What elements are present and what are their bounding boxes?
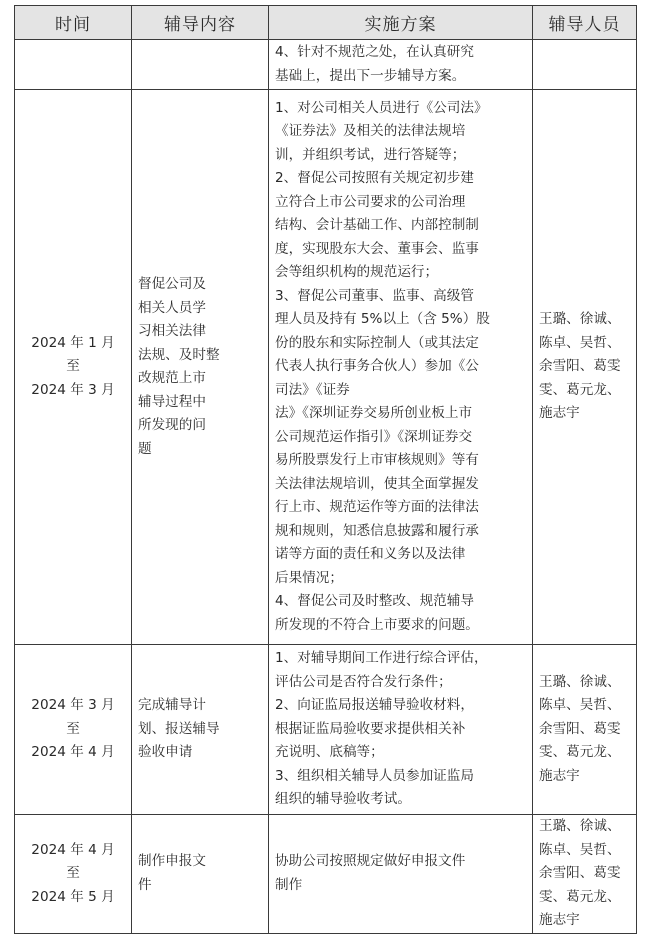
staff-line: 雯、葛元龙、 [539, 381, 621, 398]
plan-line: 规和规则，知悉信息披露和履行承 [275, 522, 479, 539]
staff-cell [533, 40, 637, 90]
staff-cell [533, 90, 637, 645]
content-line: 所发现的问 [138, 417, 206, 433]
content-line: 相关人员学 [138, 299, 206, 316]
plan-cell [269, 90, 533, 645]
plan-text [269, 97, 532, 638]
staff-line: 余雪阳、葛雯 [539, 358, 621, 375]
plan-line: 协助公司按照规定做好申报文件 [275, 853, 466, 870]
plan-line: 3、组织相关辅导人员参加证监局 [275, 767, 474, 784]
plan-line: 4、针对不规范之处，在认真研究 [275, 44, 474, 60]
staff-line: 施志宇 [539, 912, 580, 928]
content-line: 完成辅导计 [138, 697, 206, 714]
time-cell [15, 90, 132, 645]
content-line: 题 [138, 440, 152, 457]
content-line: 督促公司及 [138, 276, 206, 292]
time-to: 至 [66, 720, 80, 737]
plan-cell [269, 645, 533, 815]
plan-line: 法》《深圳证券交易所创业板上市 [275, 405, 473, 422]
table-row [15, 815, 637, 934]
plan-line: 度，实现股东大会、董事会、监事 [275, 240, 479, 257]
staff-line: 王璐、徐诚、 [539, 673, 621, 690]
plan-line: 训，并组织考试，进行答疑等； [275, 146, 466, 163]
plan-line: 关法律法规培训，使其全面掌握发 [275, 475, 479, 492]
content-line: 改规范上市 [138, 370, 206, 386]
plan-line: 代表人执行事务合伙人）参加《公 [275, 358, 479, 375]
staff-cell [533, 815, 637, 934]
time-end: 2024 年 4 月 [31, 744, 115, 761]
header-row [15, 6, 637, 40]
content-line: 习相关法律 [138, 323, 206, 339]
content-cell [132, 645, 269, 815]
staff-line: 余雪阳、葛雯 [539, 720, 621, 737]
staff-line: 王璐、徐诚、 [539, 818, 621, 834]
plan-line: 制作 [275, 876, 303, 893]
plan-line: 行上市、规范运作等方面的法律法 [275, 499, 479, 516]
plan-line: 充说明、底稿等； [275, 744, 384, 761]
plan-cell [269, 40, 533, 90]
staff-line: 雯、葛元龙、 [539, 744, 621, 761]
content-line: 法规、及时整 [138, 346, 220, 363]
time-cell [15, 815, 132, 934]
content-cell [132, 90, 269, 645]
plan-line: 立符合上市公司要求的公司治理 [275, 193, 466, 210]
plan-line: 3、督促公司董事、监事、高级管 [275, 287, 474, 304]
plan-line: 基础上，提出下一步辅导方案。 [275, 67, 466, 84]
staff-cell [533, 645, 637, 815]
plan-line: 2、向证监局报送辅导验收材料， [275, 697, 474, 714]
time-start: 2024 年 1 月 [31, 334, 115, 351]
staff-text [533, 308, 636, 426]
plan-line: 结构、会计基础工作、内部控制制 [275, 217, 479, 234]
time-to: 至 [66, 358, 80, 375]
content-text [132, 273, 268, 461]
header-content: 辅导内容 [132, 6, 269, 40]
staff-line: 施志宇 [539, 405, 580, 422]
table-row [15, 90, 637, 645]
content-cell [132, 815, 269, 934]
plan-line: 司法》《证券 [275, 381, 350, 398]
staff-line: 余雪阳、葛雯 [539, 865, 621, 881]
content-line: 验收申请 [138, 744, 193, 761]
header-plan: 实施方案 [269, 6, 533, 40]
plan-line: 《证券法》及相关的法律法规培 [275, 123, 466, 140]
plan-line: 后果情况； [275, 569, 343, 586]
content-text [132, 850, 268, 897]
plan-line: 份的股东和实际控制人（或其法定 [275, 334, 479, 351]
plan-line: 1、对辅导期间工作进行综合评估， [275, 650, 488, 667]
staff-line: 陈卓、吴哲、 [539, 334, 621, 351]
staff-text [533, 815, 636, 933]
plan-line: 2、督促公司按照有关规定初步建 [275, 170, 474, 187]
plan-line: 所发现的不符合上市要求的问题。 [275, 616, 479, 633]
content-line: 划、报送辅导 [138, 720, 220, 737]
staff-line: 王璐、徐诚、 [539, 311, 621, 328]
plan-line: 诺等方面的责任和义务以及法律 [275, 546, 466, 563]
plan-line: 评估公司是否符合发行条件； [275, 673, 452, 690]
plan-line: 1、对公司相关人员进行《公司法》 [275, 99, 488, 116]
plan-text [269, 41, 532, 88]
plan-line: 组织的辅导验收考试。 [275, 791, 411, 808]
plan-line: 根据证监局验收要求提供相关补 [275, 720, 466, 737]
plan-line: 会等组织机构的规范运行； [275, 264, 439, 281]
time-cell [15, 645, 132, 815]
plan-line: 4、督促公司及时整改、规范辅导 [275, 593, 474, 610]
time-start: 2024 年 3 月 [31, 697, 115, 714]
plan-text [269, 647, 532, 812]
time-end: 2024 年 5 月 [31, 888, 115, 905]
content-line: 件 [138, 876, 152, 893]
table-row [15, 40, 637, 90]
time-cell [15, 40, 132, 90]
plan-line: 公司规范运作指引》《深圳证券交 [275, 428, 473, 445]
content-line: 制作申报文 [138, 853, 206, 870]
table-row [15, 645, 637, 815]
header-time: 时间 [15, 6, 132, 40]
staff-line: 雯、葛元龙、 [539, 888, 621, 905]
staff-text [533, 671, 636, 789]
time-start: 2024 年 4 月 [31, 841, 115, 858]
plan-text [269, 850, 532, 897]
time-end: 2024 年 3 月 [31, 381, 115, 398]
content-line: 辅导过程中 [138, 393, 206, 410]
plan-line: 理人员及持有 5%以上（含 5%）股 [275, 311, 490, 328]
time-to: 至 [66, 865, 80, 881]
staff-line: 陈卓、吴哲、 [539, 841, 621, 858]
staff-line: 陈卓、吴哲、 [539, 697, 621, 714]
staff-line: 施志宇 [539, 767, 580, 784]
plan-line: 易所股票发行上市审核规则》等有 [275, 452, 479, 469]
plan-cell [269, 815, 533, 934]
counseling-plan-table [14, 5, 637, 934]
content-cell [132, 40, 269, 90]
content-text [132, 694, 268, 765]
header-staff: 辅导人员 [533, 6, 637, 40]
